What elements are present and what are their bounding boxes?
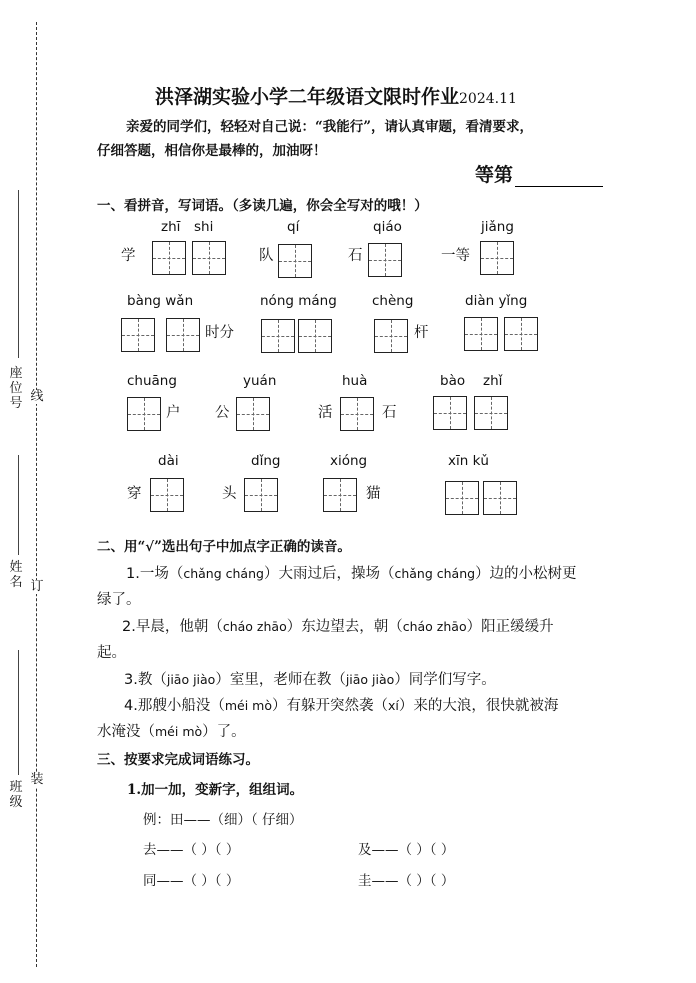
pinyin-cheng: chèng — [372, 293, 414, 309]
writing-box[interactable] — [261, 319, 295, 353]
s3-text-b: ）室里，老师在教（ — [215, 672, 346, 688]
s1-text-a: 1.一场（ — [126, 566, 184, 582]
pinyin-qiao: qiáo — [373, 219, 402, 235]
pinyin-nongmang: nóng máng — [260, 293, 337, 309]
char-hu: 户 — [166, 405, 181, 421]
pinyin-jiang: jiǎng — [481, 219, 514, 235]
char-xue: 学 — [121, 248, 136, 264]
binding-mark-xian: 线 — [30, 389, 44, 404]
char-chuan: 穿 — [127, 486, 142, 502]
writing-box[interactable] — [192, 241, 226, 275]
intro-line-1: 亲爱的同学们，轻轻对自己说：“我能行”，请认真审题，看清要求， — [126, 119, 534, 135]
s4-text-b: ）有躲开突然袭（ — [271, 698, 388, 714]
char-tou: 头 — [222, 486, 237, 502]
s1-text-c: ）边的小松树更 — [475, 566, 577, 582]
sentence-4 — [124, 694, 558, 715]
writing-box[interactable] — [480, 241, 514, 275]
writing-box[interactable] — [340, 397, 374, 431]
s2-option-b[interactable]: cháo zhāo — [402, 619, 467, 634]
writing-box[interactable] — [368, 243, 402, 277]
pinyin-qi: qí — [287, 219, 300, 235]
class-line — [18, 650, 19, 775]
section1-heading: 一、看拼音，写词语。（多读几遍，你会全写对的哦！） — [97, 198, 428, 214]
s2-text-b: ）东边望去，朝（ — [286, 619, 403, 635]
sentence-4-cont — [97, 720, 246, 741]
s4-option-c[interactable]: méi mò — [155, 724, 203, 739]
char-shi2: 石 — [382, 405, 397, 421]
sentence-2 — [122, 615, 554, 636]
pinyin-zhi: zhī — [161, 219, 181, 235]
title-date: 2024.11 — [459, 91, 517, 107]
char-shi: 石 — [348, 248, 363, 264]
intro-line-2: 仔细答题，相信你是最棒的，加油呀！ — [97, 143, 327, 159]
grade-label: 等第 — [475, 164, 514, 186]
grade-blank[interactable] — [515, 166, 603, 187]
class-label: 班级 — [9, 780, 23, 810]
writing-box[interactable] — [483, 481, 517, 515]
pinyin-ding: dǐng — [251, 453, 281, 469]
name-label: 姓名 — [9, 560, 23, 590]
pinyin-bangwan: bàng wǎn — [127, 293, 194, 309]
s4-text-e: ）了。 — [202, 724, 246, 740]
binding-mark-ding: 订 — [30, 579, 44, 594]
example-line: 例：田——（细）（ 仔细） — [143, 812, 303, 828]
seat-number-label: 座位号 — [9, 366, 23, 411]
writing-box[interactable] — [504, 317, 538, 351]
writing-box[interactable] — [150, 478, 184, 512]
binding-mark-zhuang: 装 — [30, 772, 44, 787]
writing-box[interactable] — [464, 317, 498, 351]
s4-option-b[interactable]: xí — [387, 698, 399, 713]
pinyin-dianying: diàn yǐng — [465, 293, 528, 309]
s2-text-a: 2.早晨，他朝（ — [122, 619, 223, 635]
s3-text-c: ）同学们写字。 — [394, 672, 496, 688]
writing-box[interactable] — [374, 319, 408, 353]
writing-box[interactable] — [323, 478, 357, 512]
page-title — [155, 82, 517, 109]
writing-box[interactable] — [445, 481, 479, 515]
writing-box[interactable] — [298, 319, 332, 353]
pinyin-chuang: chuāng — [127, 373, 177, 389]
s4-text-a: 4.那艘小船没（ — [124, 698, 225, 714]
pinyin-xinku: xīn kǔ — [448, 453, 489, 469]
char-gan: 杆 — [414, 325, 429, 341]
pinyin-dai: dài — [158, 453, 179, 469]
exercise-item-tong[interactable]: 同——（ ）（ ） — [143, 873, 240, 889]
pinyin-shi: shi — [194, 219, 214, 235]
s4-option-a[interactable]: méi mò — [224, 698, 272, 713]
writing-box[interactable] — [166, 318, 200, 352]
char-mao: 猫 — [366, 486, 381, 502]
sentence-1-cont: 绿了。 — [97, 592, 141, 608]
writing-box[interactable] — [236, 397, 270, 431]
binding-dashed-line — [36, 22, 37, 967]
s2-text-c: ）阳正缓缓升 — [466, 619, 554, 635]
writing-box[interactable] — [127, 397, 161, 431]
exercise-item-qu[interactable]: 去——（ ）（ ） — [143, 842, 240, 858]
char-shifen: 时分 — [205, 325, 234, 341]
char-gong: 公 — [215, 405, 230, 421]
sentence-2-cont: 起。 — [97, 645, 126, 661]
char-huo: 活 — [318, 405, 333, 421]
section2-heading: 二、用“√”选出句子中加点字正确的读音。 — [97, 539, 351, 555]
s3-option-b[interactable]: jiāo jiào — [345, 672, 395, 687]
writing-box[interactable] — [278, 244, 312, 278]
s4-text-d: 水淹没（ — [97, 724, 155, 740]
writing-box[interactable] — [152, 241, 186, 275]
s1-text-b: ）大雨过后，操场（ — [263, 566, 395, 582]
char-dui: 队 — [259, 248, 274, 264]
section3-heading: 三、按要求完成词语练习。 — [97, 752, 259, 768]
s3-option-a[interactable]: jiāo jiào — [166, 672, 216, 687]
pinyin-xiong: xióng — [330, 453, 368, 469]
title-text: 洪泽湖实验小学二年级语文限时作业 — [155, 86, 460, 108]
exercise-item-ji[interactable]: 及——（ ）（ ） — [358, 842, 455, 858]
sentence-3 — [124, 668, 496, 689]
writing-box[interactable] — [121, 318, 155, 352]
pinyin-bao: bào — [440, 373, 466, 389]
pinyin-yuan: yuán — [243, 373, 277, 389]
s1-option-b[interactable]: chǎng cháng — [394, 566, 476, 581]
writing-box[interactable] — [474, 396, 508, 430]
pinyin-zhi2: zhǐ — [483, 373, 503, 389]
exercise-item-gui[interactable]: 圭——（ ）（ ） — [358, 873, 455, 889]
writing-box[interactable] — [244, 478, 278, 512]
seat-number-line — [18, 190, 19, 358]
sentence-1 — [126, 562, 577, 583]
name-line — [18, 455, 19, 555]
grade-field[interactable] — [475, 160, 603, 187]
s4-text-c: ）来的大浪，很快就被海 — [398, 698, 559, 714]
section3-sub1: 1.加一加，变新字，组组词。 — [127, 782, 304, 798]
pinyin-hua: huà — [342, 373, 368, 389]
s1-option-a[interactable]: chǎng cháng — [183, 566, 264, 581]
char-yideng: 一等 — [441, 248, 470, 264]
s3-text-a: 3.教（ — [124, 672, 167, 688]
writing-box[interactable] — [433, 396, 467, 430]
s2-option-a[interactable]: cháo zhāo — [222, 619, 287, 634]
